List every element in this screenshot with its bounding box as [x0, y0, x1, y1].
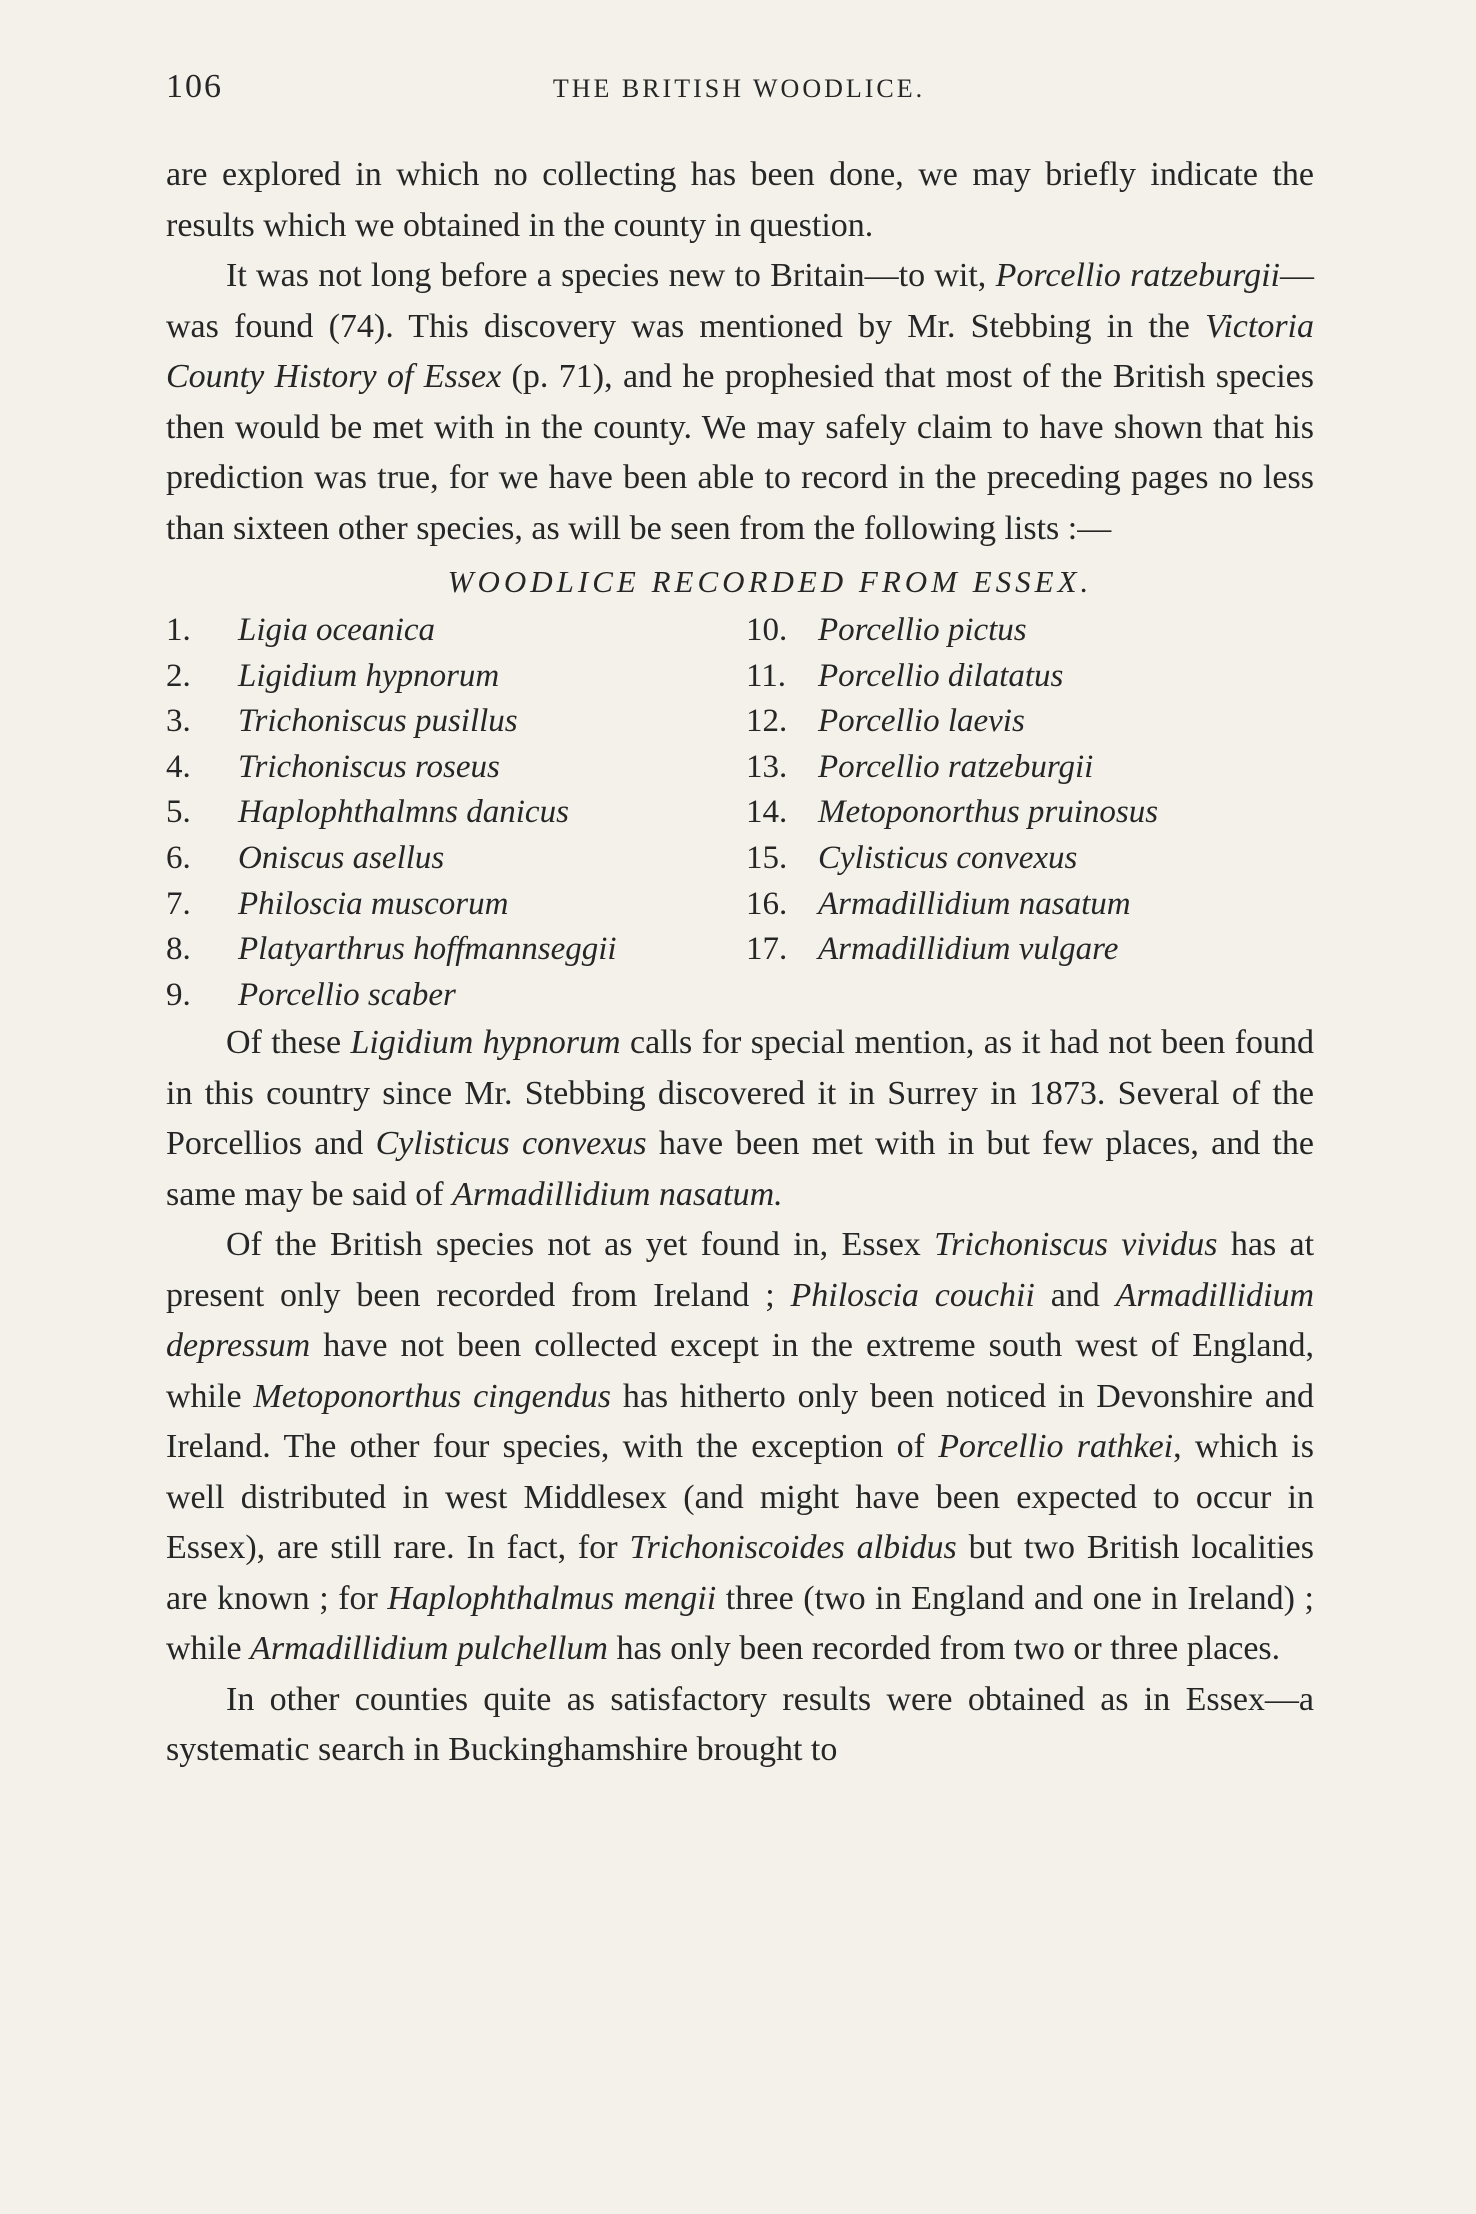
paragraph-4 — [166, 1220, 1314, 1675]
page-number: 106 — [166, 68, 223, 105]
species-name: Armadillidium vulgare — [818, 931, 1119, 968]
species-number: 16. — [746, 885, 788, 922]
species-list-item — [746, 745, 1314, 791]
italic-term: Armadillidium nasatum. — [452, 1175, 783, 1213]
species-number: 13. — [746, 748, 788, 785]
italic-term: Porcellio ratzeburgii — [995, 257, 1280, 294]
text-run: Of the British species not as yet found in, Essex — [226, 1226, 935, 1264]
text-run: and — [1034, 1276, 1116, 1314]
species-number: 10. — [746, 612, 788, 648]
italic-term: Trichoniscus vividus — [934, 1226, 1218, 1264]
page-header — [166, 68, 1312, 118]
species-name: Porcellio pictus — [818, 612, 1027, 648]
species-number: 3. — [166, 703, 191, 740]
italic-term: Armadillidium pulchellum — [250, 1630, 608, 1668]
paragraph-5: In other counties quite as satisfactory results were obtained as in Essex—a systematic search in Buckinghamshire brought to — [166, 1680, 1314, 1769]
species-list-item — [746, 882, 1314, 928]
species-number: 6. — [166, 839, 191, 876]
species-number: 11. — [746, 657, 787, 694]
species-list-item — [166, 882, 746, 928]
species-number: 8. — [166, 931, 191, 968]
text-run: have been met with in but few places, and the same may be said of — [166, 1125, 1315, 1213]
species-number: 12. — [746, 703, 788, 740]
species-number: 9. — [166, 976, 191, 1013]
species-list-item — [746, 654, 1314, 700]
italic-term: Metoponorthus cingendus — [253, 1377, 611, 1415]
species-list-item — [166, 927, 746, 973]
species-name: Ligidium hypnorum — [238, 657, 500, 694]
species-list-left-column — [166, 608, 746, 1018]
italic-term: Porcellio rathkei — [938, 1428, 1174, 1466]
list-title: WOODLICE RECORDED FROM ESSEX. — [447, 564, 1093, 599]
italic-term: Trichoniscoides albidus — [629, 1529, 957, 1567]
species-name: Trichoniscus roseus — [238, 748, 500, 785]
text-run: has only been recorded from two or three places. — [607, 1630, 1281, 1668]
species-list-item — [746, 790, 1314, 836]
text-run: but two British localities are known ; for — [166, 1529, 1314, 1617]
species-number: 17. — [746, 931, 788, 968]
text-run: —was found (74). This discovery was mentioned by Mr. Stebbing in the — [166, 257, 1314, 345]
species-name: Oniscus asellus — [238, 839, 445, 876]
running-title: THE BRITISH WOODLICE. — [552, 74, 926, 103]
text-run: calls for special mention, as it had not been found in this country since Mr. Stebbing discovered it in Surrey in 1873. Several of the Porcellios and — [166, 1024, 1314, 1163]
species-number: 2. — [166, 657, 191, 694]
text-run: has hitherto only been noticed in Devonshire and Ireland. The other four species, with the exception of — [166, 1377, 1314, 1466]
species-name: Philoscia muscorum — [238, 885, 509, 922]
text-run: Of these — [226, 1024, 351, 1062]
species-name: Trichoniscus pusillus — [238, 703, 518, 740]
text-run: three (two in England and one in Ireland) ; while — [166, 1579, 1314, 1668]
italic-term: Armadillidium depressum — [166, 1276, 1314, 1365]
species-list-item — [166, 790, 746, 836]
text-run: have not been collected except in the extreme south west of England, while — [166, 1327, 1314, 1415]
species-name: Porcellio scaber — [238, 976, 456, 1013]
text-run: has at present only been recorded from Ireland ; — [166, 1226, 1315, 1314]
species-list-item — [166, 745, 746, 791]
species-list-item — [166, 608, 746, 654]
species-name: Platyarthrus hoffmannseggii — [238, 931, 617, 968]
text-run: , which is well distributed in west Middlesex (and might have been expected to occur in Essex), are still rare. In fact, for — [166, 1428, 1314, 1567]
paragraph-1: are explored in which no collecting has been done, we may briefly indicate the results which we obtained in the county in question. — [166, 156, 1314, 244]
species-name: Cylisticus convexus — [818, 839, 1078, 876]
italic-term: Victoria County History of Essex — [166, 307, 1314, 395]
species-list-item — [166, 836, 746, 882]
species-list-item — [166, 654, 746, 700]
species-list — [166, 608, 1314, 1018]
species-list-item — [746, 927, 1314, 973]
species-number: 5. — [166, 794, 191, 831]
italic-term: Cylisticus convexus — [375, 1125, 647, 1163]
species-name: Armadillidium nasatum — [818, 885, 1131, 922]
species-name: Metoponorthus pruinosus — [818, 794, 1159, 831]
species-list-item — [746, 699, 1314, 745]
species-name: Porcellio dilatatus — [818, 657, 1064, 694]
species-number: 1. — [166, 612, 191, 648]
species-list-item — [166, 973, 746, 1019]
paragraph-3 — [166, 1018, 1314, 1220]
text-run: (p. 71), and he prophesied that most of the British species then would be met with in the county. We may safely claim to have shown that his prediction was true, for we have been able to record in the preceding pages no less than sixteen other species, as will be seen from the following lists :— — [166, 358, 1314, 547]
species-name: Porcellio ratzeburgii — [818, 748, 1094, 785]
italic-term: Ligidium hypnorum — [350, 1024, 621, 1062]
species-name: Porcellio laevis — [818, 703, 1025, 740]
italic-term: Haplophthalmus mengii — [387, 1579, 717, 1617]
species-number: 4. — [166, 748, 191, 785]
paragraph-2 — [166, 251, 1314, 554]
species-name: Ligia oceanica — [238, 612, 436, 648]
species-number: 15. — [746, 839, 788, 876]
species-list-item — [746, 608, 1314, 654]
species-list-item — [746, 836, 1314, 882]
species-list-item — [166, 699, 746, 745]
species-list-right-column — [746, 608, 1314, 1018]
species-number: 7. — [166, 885, 191, 922]
text-run: It was not long before a species new to Britain—to wit, — [226, 257, 996, 294]
species-number: 14. — [746, 794, 788, 831]
species-name: Haplophthalmns danicus — [238, 794, 569, 831]
italic-term: Philoscia couchii — [790, 1276, 1035, 1314]
body-text — [166, 150, 1314, 1776]
